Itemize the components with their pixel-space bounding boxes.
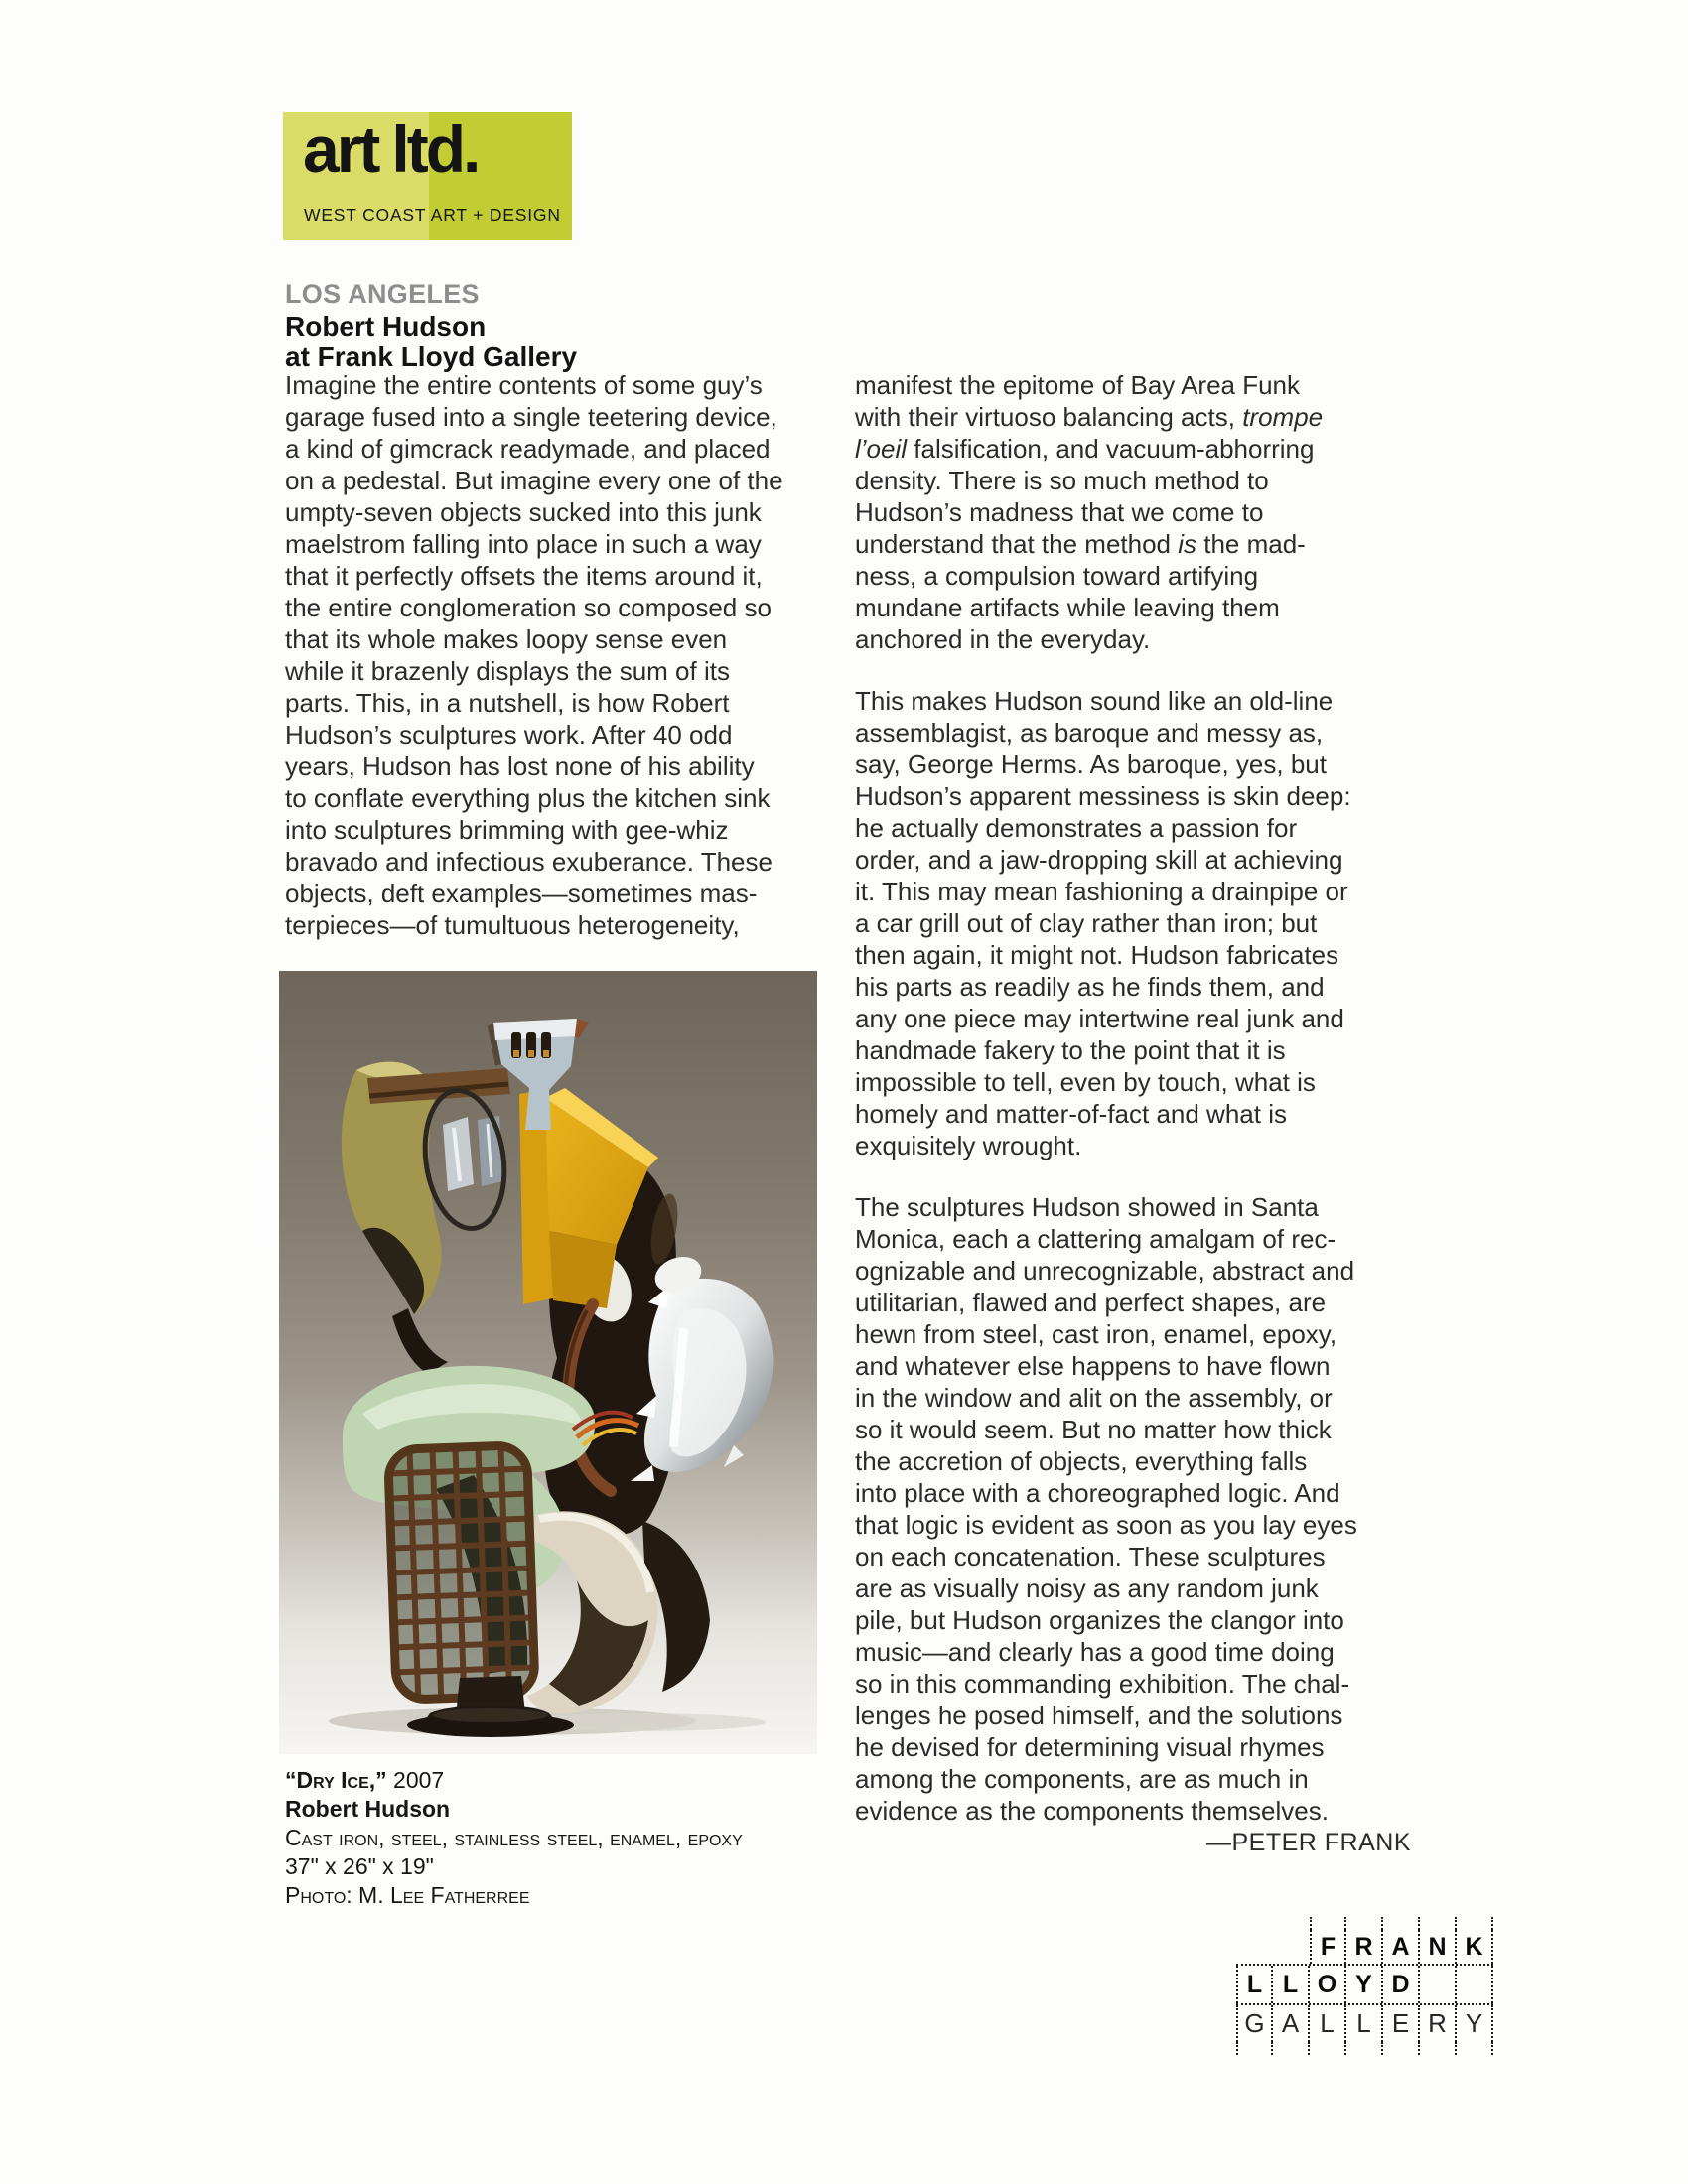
right-column [855,369,1411,1858]
text-line: umpty-seven objects sucked into this junk [285,497,762,527]
gallery-logo-cell [1346,1917,1383,1930]
gallery-logo-cell [1457,1966,1493,2003]
text-line: understand that the method is the mad- [855,529,1306,559]
text-line: maelstrom falling into place in such a way [285,529,762,559]
gallery-logo-cell [1273,1917,1310,1930]
left-column [285,369,837,941]
text-line: so in this commanding exhibition. The chal- [855,1669,1350,1699]
text-line: Hudson’s sculptures work. After 40 odd [285,720,733,750]
gallery-logo-cell [1420,1966,1457,2003]
text-line: order, and a jaw-dropping skill at achieving [855,845,1343,875]
text-line: into place with a choreographed logic. And [855,1478,1340,1508]
text-line: homely and matter-of-fact and what is [855,1099,1287,1129]
text-line: while it brazenly displays the sum of its [285,656,730,686]
text-line: and whatever else happens to have flown [855,1351,1331,1381]
gallery-logo-row [1236,2003,1493,2042]
gallery-logo-letter: N [1420,1930,1457,1964]
text-line: are as visually noisy as any random junk [855,1573,1319,1603]
gallery-logo-letter: R [1420,2005,1457,2042]
gallery-logo-row [1236,2042,1493,2055]
section-city: LOS ANGELES [285,279,480,309]
article-header [285,278,577,372]
text-line: music—and clearly has a good time doing [855,1637,1335,1667]
gallery-logo-letter: L [1236,1966,1273,2003]
text-line: objects, deft examples—sometimes mas- [285,879,758,908]
artwork-photo [279,971,817,1754]
gallery-logo-letter: G [1236,2005,1273,2042]
gallery-logo-row [1236,1964,1493,2003]
text-line: The sculptures Hudson showed in Santa [855,1192,1319,1222]
caption-dimensions: 37" x 26" x 19" [285,1853,434,1879]
text-line: lenges he posed himself, and the solutions [855,1701,1343,1730]
gallery-logo-row [1236,1930,1493,1964]
text-line: anchored in the everyday. [855,624,1151,654]
magazine-logo [283,112,572,240]
gallery-logo-letter: A [1273,2005,1310,2042]
gallery-logo-cell [1420,1917,1457,1930]
text-line: on a pedestal. But imagine every one of the [285,466,783,495]
text-line: that it perfectly offsets the items around it, [285,561,763,591]
text-line: to conflate everything plus the kitchen sink [285,783,771,813]
gallery-logo-cell [1420,2042,1457,2055]
text-line: then again, it might not. Hudson fabricates [855,940,1339,970]
text-line: terpieces—of tumultuous heterogeneity, [285,910,740,940]
text-line: density. There is so much method to [855,466,1269,495]
text-line: so it would seem. But no matter how thick [855,1415,1332,1444]
text-line: This makes Hudson sound like an old-line [855,686,1334,716]
text-line: say, George Herms. As baroque, yes, but [855,750,1327,779]
text-line: with their virtuoso balancing acts, trompe [855,402,1324,432]
text-line: Hudson’s madness that we come to [855,497,1264,527]
text-line: parts. This, in a nutshell, is how Robert [285,688,730,718]
caption-credit: Photo: M. Lee Fatherree [285,1882,530,1908]
text-line: bravado and infectious exuberance. These [285,847,773,877]
text-line: Hudson’s apparent messiness is skin deep: [855,781,1351,811]
gallery-logo-letter: Y [1346,1966,1383,2003]
text-line: utilitarian, flawed and perfect shapes, are [855,1288,1327,1317]
gallery-logo-letter: L [1310,2005,1346,2042]
text-line: into sculptures brimming with gee-whiz [285,815,729,845]
venue-name: at Frank Lloyd Gallery [285,341,578,372]
gallery-logo-row [1236,1917,1493,1930]
frank-lloyd-gallery-logo [1236,1917,1493,2055]
gallery-logo-cell [1457,1917,1493,1930]
caption-title-name: “Dry Ice,” [285,1767,387,1793]
text-line: on each concatenation. These sculptures [855,1542,1326,1571]
text-line: he actually demonstrates a passion for [855,813,1298,843]
magazine-logo-title [303,112,479,186]
gallery-logo-letter: L [1273,1966,1310,2003]
text-line: Imagine the entire contents of some guy’s [285,370,763,400]
text-line: a car grill out of clay rather than iron; but [855,908,1318,938]
logo-word-ltd: ltd. [391,112,479,186]
paragraph [855,1191,1411,1827]
gallery-logo-letter: F [1310,1930,1346,1964]
gallery-logo-letter: L [1346,2005,1383,2042]
text-line: it. This may mean fashioning a drainpipe or [855,877,1348,906]
gallery-logo-letter: D [1383,1966,1420,2003]
dry-ice-sculpture-illustration [279,971,817,1754]
text-line: l’oeil falsification, and vacuum-abhorring [855,434,1315,464]
text-line: in the window and alit on the assembly, or [855,1383,1333,1413]
byline: —PETER FRANK [1205,1829,1411,1856]
caption-title-year: 2007 [386,1767,445,1793]
text-line: mundane artifacts while leaving them [855,593,1280,622]
artist-name: Robert Hudson [285,311,487,341]
text-line: his parts as readily as he finds them, and [855,972,1325,1002]
text-line: among the components, are as much in [855,1764,1309,1794]
gallery-logo-cell [1346,2042,1383,2055]
text-line: handmade fakery to the point that it is [855,1035,1286,1065]
text-line: evidence as the components themselves. [855,1796,1329,1826]
gallery-logo-cell [1236,1917,1273,1930]
gallery-logo-letter: E [1383,2005,1420,2042]
gallery-logo-letter: A [1383,1930,1420,1964]
text-line: he devised for determining visual rhymes [855,1732,1325,1762]
text-line: Monica, each a clattering amalgam of rec- [855,1224,1336,1254]
gallery-logo-letter: K [1457,1930,1493,1964]
text-line: a kind of gimcrack readymade, and placed [285,434,771,464]
gallery-logo-cell [1236,1930,1273,1964]
gallery-logo-cell [1457,2042,1493,2055]
text-line: the entire conglomeration so composed so [285,593,772,622]
gallery-logo-cell [1383,2042,1420,2055]
caption [285,1766,743,1910]
text-line: any one piece may intertwine real junk and [855,1004,1344,1033]
gallery-logo-cell [1273,1930,1310,1964]
gallery-logo-cell [1310,2042,1346,2055]
gallery-logo-letter: O [1310,1966,1346,2003]
right-column-paragraphs [855,369,1411,1827]
text-line: assemblagist, as baroque and messy as, [855,718,1324,748]
gallery-logo-cell [1310,1917,1346,1930]
logo-word-art: art [303,112,378,186]
text-line: hewn from steel, cast iron, enamel, epoxy, [855,1319,1337,1349]
gallery-logo-letter: Y [1457,2005,1493,2042]
caption-title [285,1766,743,1795]
text-line: impossible to tell, even by touch, what is [855,1067,1316,1097]
text-line: garage fused into a single teetering device, [285,402,777,432]
paragraph [855,685,1411,1161]
text-line: that logic is evident as soon as you lay eyes [855,1510,1357,1540]
caption-artist: Robert Hudson [285,1796,451,1822]
magazine-logo-tagline: WEST COAST ART + DESIGN [304,205,561,225]
gallery-logo-cell [1236,2042,1273,2055]
text-line: ness, a compulsion toward artifying [855,561,1259,591]
text-line: the accretion of objects, everything falls [855,1446,1308,1476]
gallery-logo-cell [1383,1917,1420,1930]
gallery-logo-letter: R [1346,1930,1383,1964]
text-line: pile, but Hudson organizes the clangor into [855,1605,1344,1635]
gallery-logo-cell [1273,2042,1310,2055]
text-line: that its whole makes loopy sense even [285,624,728,654]
text-line: ognizable and unrecognizable, abstract and [855,1256,1355,1286]
text-line: exquisitely wrought. [855,1131,1082,1160]
paragraph [855,369,1411,655]
text-line: manifest the epitome of Bay Area Funk [855,370,1301,400]
text-line: years, Hudson has lost none of his ability [285,751,755,781]
caption-materials: Cast iron, steel, stainless steel, enamel, epoxy [285,1825,743,1850]
